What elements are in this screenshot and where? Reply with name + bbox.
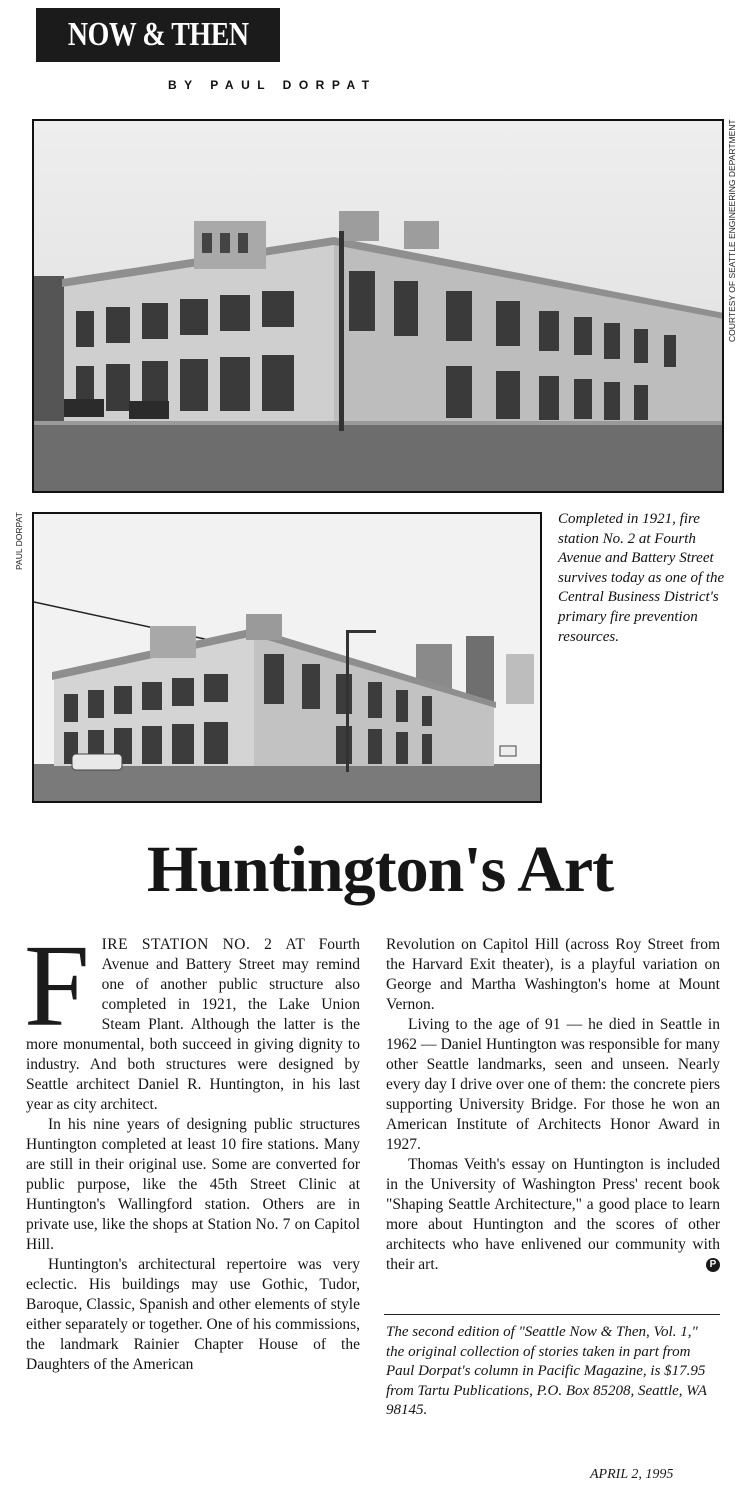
article-paragraph: Living to the age of 91 — he died in Seattle in 1962 — Daniel Huntington was responsible for many other Seattle landmarks, seen and unseen. Nearly every day I drive over one of them: the concrete piers supporting University Bridge. For those he won an American Institute of Architects Honor Award in 1927. [386, 1016, 720, 1153]
article-paragraph [386, 1155, 720, 1275]
book-note: The second edition of "Seattle Now & Then, Vol. 1," the original collection of stories taken in part from Paul Dorpat's column in Pacific Magazine, is $17.95 from Tartu Publications, P.O. Box 85208, Seattle, WA 98145. [386, 1324, 707, 1419]
historic-photo [32, 119, 724, 493]
end-mark-icon: P [706, 1258, 720, 1272]
paragraph-text: Thomas Veith's essay on Huntington is included in the University of Washington Press' recent book "Shaping Seattle Architecture," a good place to learn more about Huntington and the scores of other architects who have enlivened our community with their art. [386, 1156, 720, 1273]
paragraph-text: Fourth Avenue and Battery Street may remind one of another public structure also completed in 1921, the Lake Union Steam Plant. Although the latter is the more monumental, both succeed in giving dignity to industry. And both structures were designed by Seattle architect Daniel R. Huntington, in his last year as city architect. [26, 936, 360, 1113]
publication-date: APRIL 2, 1995 [590, 1467, 674, 1482]
article-paragraph [24, 920, 360, 1115]
contemporary-photo [32, 512, 542, 803]
column-title-banner [36, 8, 280, 62]
article-column-right [386, 935, 720, 1275]
drop-cap: F [24, 920, 90, 1051]
historic-photo-credit: COURTESY OF SEATTLE ENGINEERING DEPARTMENT [727, 119, 737, 342]
photo-caption: Completed in 1921, fire station No. 2 at Fourth Avenue and Battery Street survives today as one of the Central Business District's primary fire prevention resources. [558, 511, 725, 645]
lead-in-caps: IRE STATION NO. 2 AT [101, 936, 306, 953]
article-column-left [24, 920, 360, 1375]
byline: BY PAUL DORPAT [168, 78, 377, 92]
article-paragraph: Huntington's architectural repertoire was very eclectic. His buildings may use Gothic, Tudor, Baroque, Classic, Spanish and other elements of style either separately or together. One of his commissions, the landmark Rainier Chapter House of the Daughters of the American [26, 1256, 360, 1373]
article-headline: Huntington's Art [146, 833, 614, 906]
sidebar-divider [384, 1314, 720, 1315]
column-title: NOW & THEN [67, 16, 249, 53]
contemporary-photo-credit: PAUL DORPAT [14, 512, 24, 570]
article-paragraph: In his nine years of designing public structures Huntington completed at least 10 fire stations. Many are still in their original use. Some are converted for public purpose, like the 45th Street Clinic at Huntington's Wallingford station. Others are in private use, like the shops at Station No. 7 on Capitol Hill. [26, 1116, 360, 1253]
article-paragraph-continued: Revolution on Capitol Hill (across Roy Street from the Harvard Exit theater), is a playful variation on George and Martha Washington's home at Mount Vernon. [386, 936, 720, 1013]
